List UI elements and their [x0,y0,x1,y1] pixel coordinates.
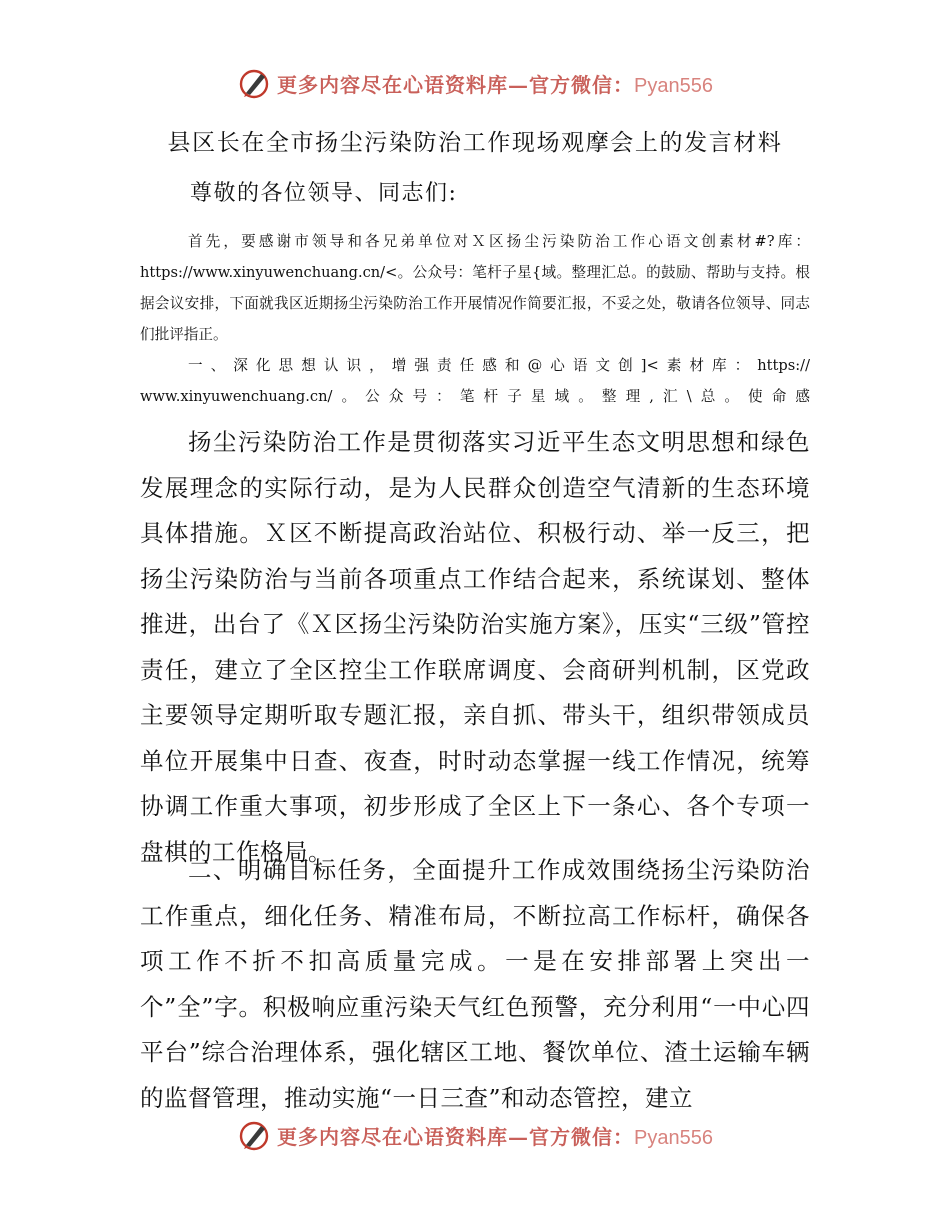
section-one-heading-line2: www.xinyuwenchuang.cn/。公众号：笔杆子星域。整理,汇\总。使命感 [140,388,810,405]
section-one-heading-line1: 一、深化思想认识，增强责任感和@心语文创]<素材库：https:// [188,357,810,374]
paragraph-body-1: 扬尘污染防治工作是贯彻落实习近平生态文明思想和绿色发展理念的实际行动，是为人民群众创造空气清新的生态环境具体措施。Ｘ区不断提高政治站位、积极行动、举一反三，把扬尘污染防治与当前各项重点工作结合起来，系统谋划、整体推进，出台了《Ｘ区扬尘污染防治实施方案》，压实“三级”管控责任，建立了全区控尘工作联席调度、会商研判机制，区党政主要领导定期听取专题汇报，亲自抓、带头干，组织带领成员单位开展集中日查、夜查，时时动态掌握一线工作情况，统筹协调工作重大事项，初步形成了全区上下一条心、各个专项一盘棋的工作格局。 [140,428,810,866]
document-title: 县区长在全市扬尘污染防治工作现场观摩会上的发言材料 [167,130,783,156]
paragraph-body-2: 二、明确目标任务，全面提升工作成效围绕扬尘污染防治工作重点，细化任务、精准布局，不断拉高工作标杆，确保各项工作不折不扣高质量完成。一是在安排部署上突出一个”全”字。积极响应重污染天气红色预警，充分利用“一中心四平台”综合治理体系，强化辖区工地、餐饮单位、渣土运输车辆的监督管理，推动实施“一日三查”和动态管控，建立 [140,856,810,1112]
header-banner-text: 更多内容尽在心语资料库—官方微信：Pyan556 [277,72,713,97]
paragraph-section-one-heading [140,350,810,412]
footer-banner-text: 更多内容尽在心语资料库—官方微信：Pyan556 [277,1124,713,1149]
salutation: 尊敬的各位领导、同志们: [190,181,458,206]
footer-banner [0,1118,950,1162]
pen-circle-logo-icon [237,1118,271,1152]
pen-circle-logo-icon [237,66,271,100]
wechat-id: Pyan556 [634,74,713,97]
header-banner [0,66,950,110]
paragraph-intro: 首先，要感谢市领导和各兄弟单位对Ｘ区扬尘污染防治工作心语文创素材#?库：https://www.xinyuwenchuang.cn/<。公众号：笔杆子星{域。整理汇总。的鼓励、帮助与支持。根据会议安排，下面就我区近期扬尘污染防治工作开展情况作简要汇报，不妥之处，敬请各位领导、同志们批评指正。 [140,233,810,343]
wechat-id: Pyan556 [634,1126,713,1149]
